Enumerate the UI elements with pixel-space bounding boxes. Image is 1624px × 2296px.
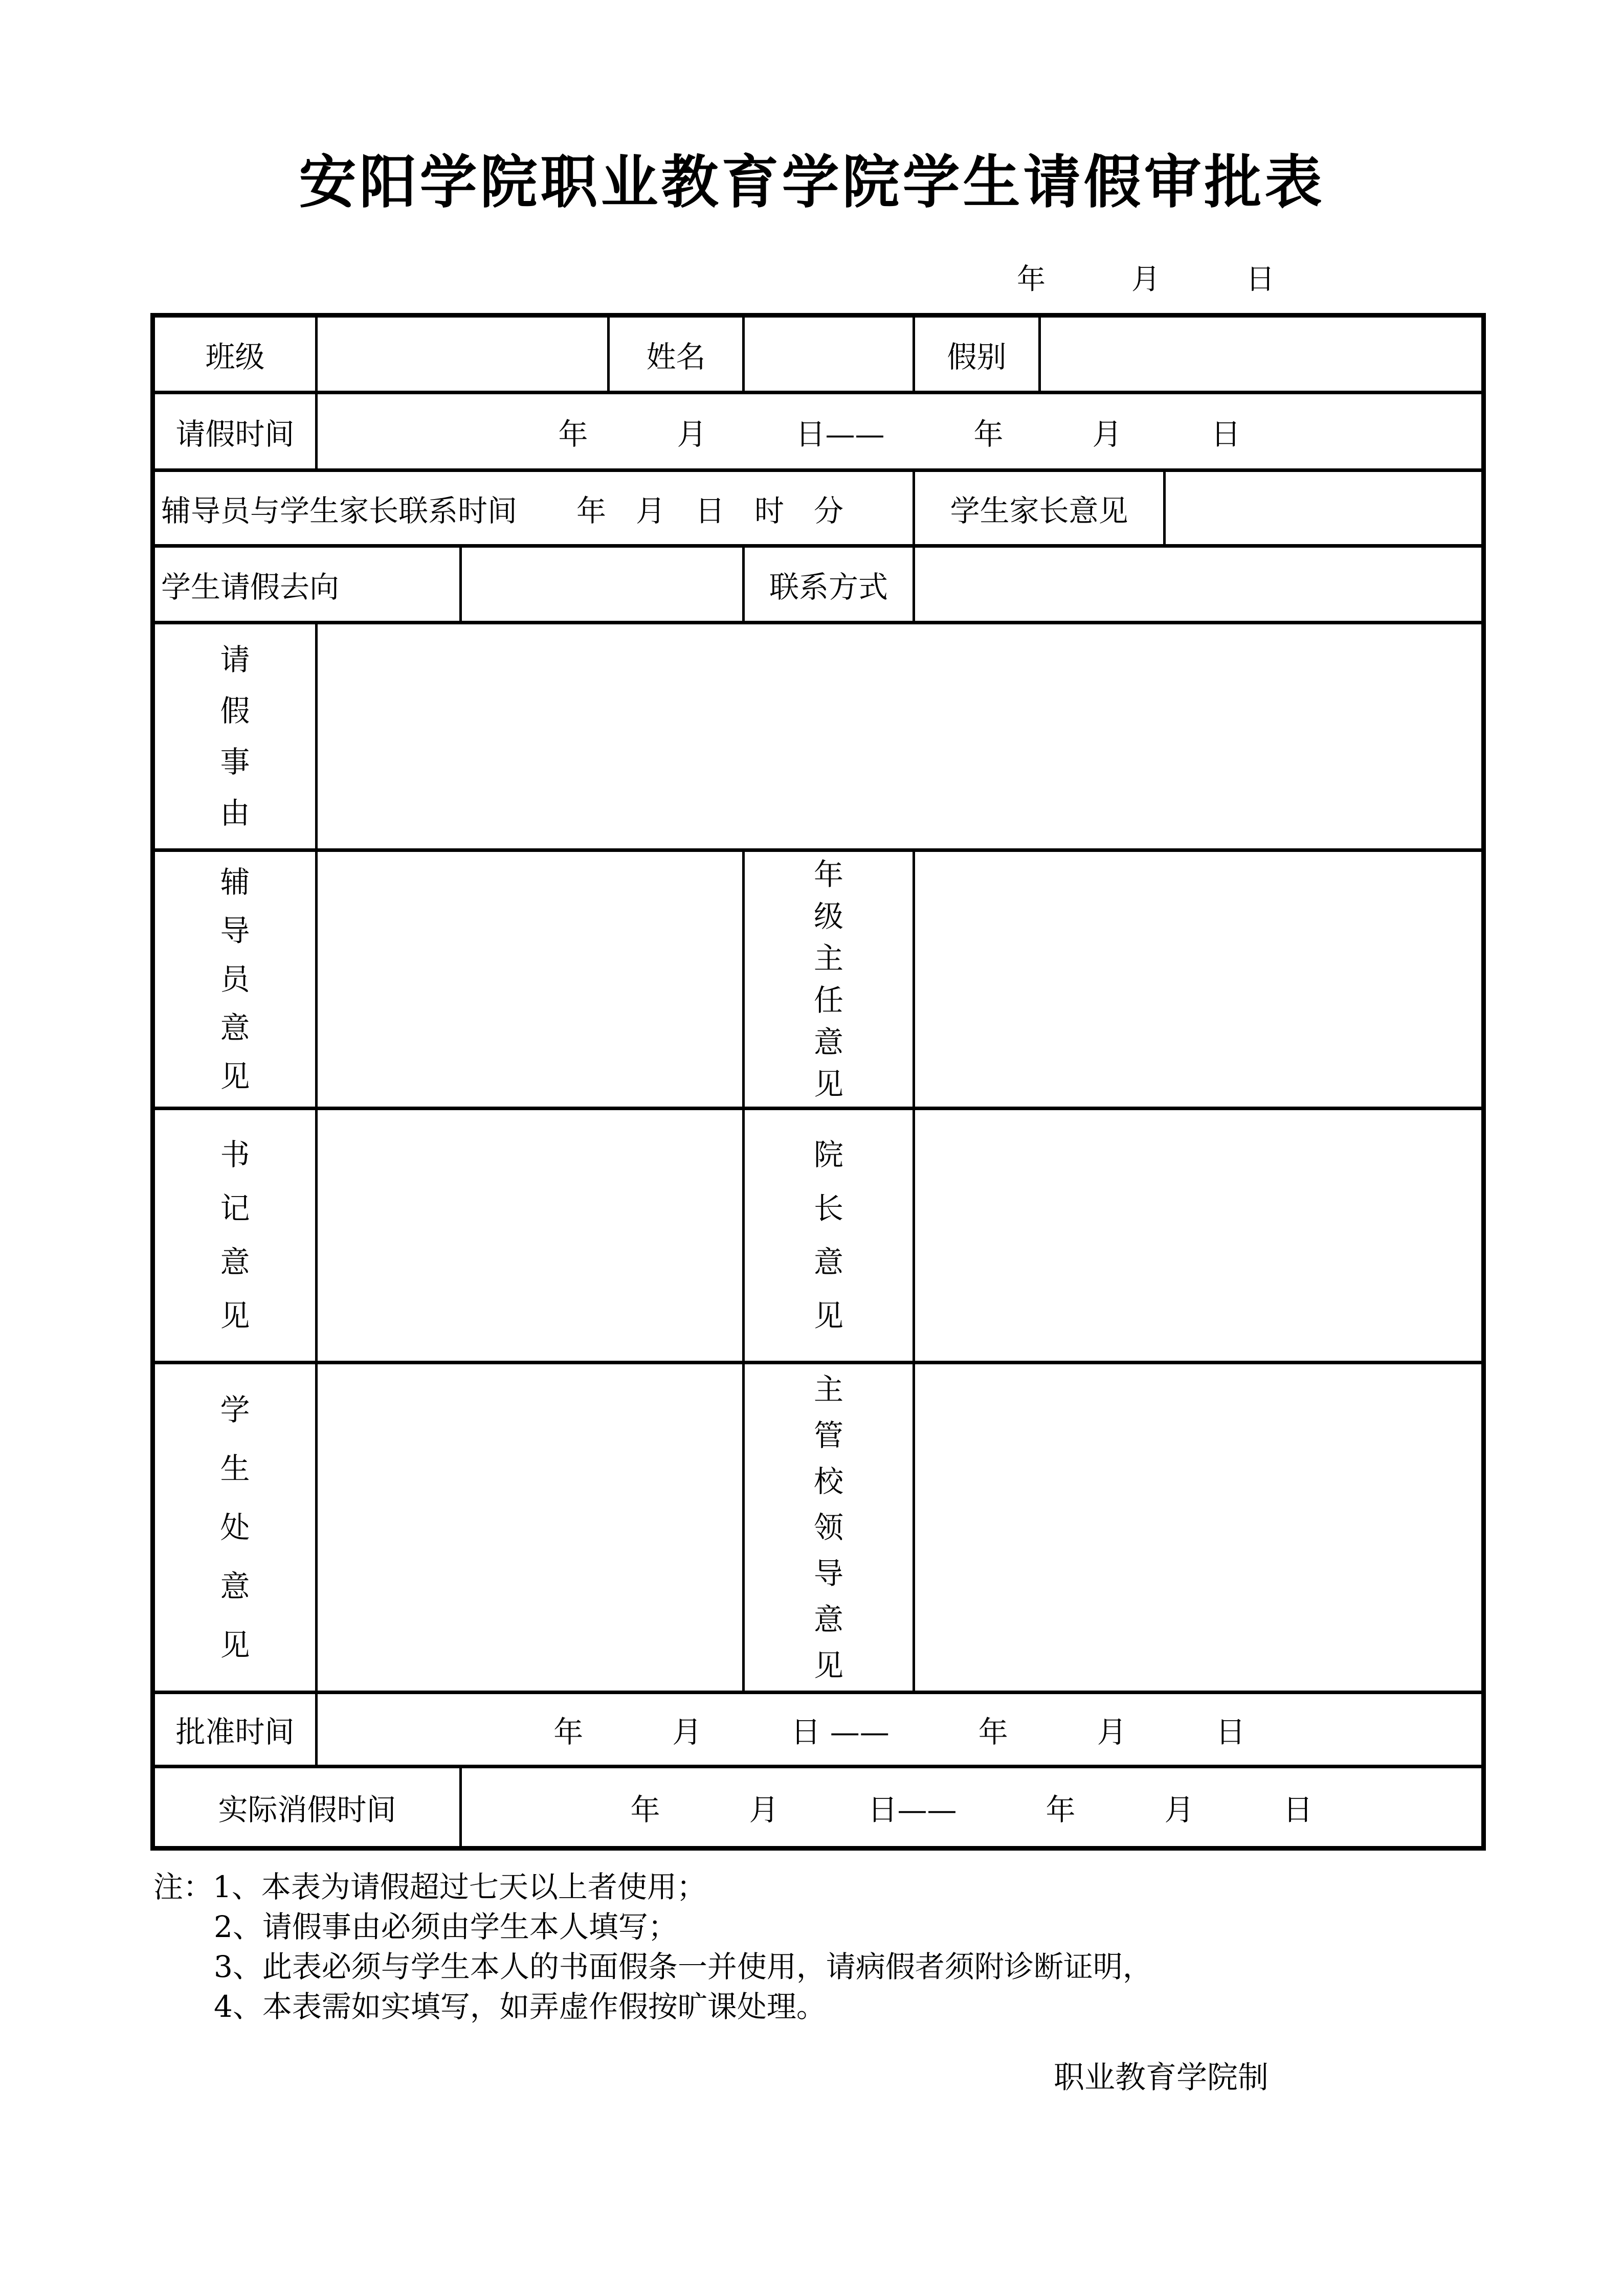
- student-affairs-opinion-label-text: 学生处意见: [220, 1392, 250, 1662]
- table-row-destination: [155, 548, 1481, 624]
- name-value-cell: [745, 318, 915, 391]
- table-row-actual-return-time: [155, 1768, 1481, 1846]
- secretary-opinion-label: [155, 1110, 318, 1361]
- class-label: 班级: [155, 318, 318, 391]
- school-leader-opinion-value-cell: [915, 1364, 1481, 1691]
- note-line-1: [153, 1870, 1624, 1905]
- note-line-3: 3、此表必须与学生本人的书面假条一并使用，请病假者须附诊断证明，: [214, 1949, 1152, 1985]
- dean-opinion-value-cell: [915, 1110, 1481, 1361]
- secretary-opinion-value-cell: [318, 1110, 745, 1361]
- actual-return-time-label: 实际消假时间: [155, 1768, 462, 1846]
- leave-destination-value-cell: [462, 548, 745, 621]
- leave-reason-label: [155, 624, 318, 848]
- parent-opinion-value-cell: [1166, 472, 1481, 544]
- school-leader-opinion-label: [745, 1364, 915, 1691]
- student-affairs-opinion-value-cell: [318, 1364, 745, 1691]
- approval-time-label: 批准时间: [155, 1694, 318, 1765]
- grade-director-opinion-label-text: 年级主任意见: [813, 857, 843, 1102]
- table-row-leave-reason: [155, 624, 1481, 852]
- table-row-leave-time: [155, 394, 1481, 472]
- note-item-1: 1、本表为请假超过七天以上者使用；: [213, 1870, 706, 1905]
- school-leader-opinion-label-text: 主管校领导意见: [813, 1372, 843, 1683]
- leave-destination-label: 学生请假去向: [155, 548, 462, 621]
- approval-time-value: 年 月 日 —— 年 月 日: [553, 1715, 1245, 1750]
- notes-section: [153, 1870, 1624, 2024]
- dean-opinion-label-text: 院长意见: [813, 1137, 843, 1334]
- counselor-contact-time-label: 辅导员与学生家长联系时间 年 月 日 时 分: [155, 472, 915, 544]
- leave-type-label: 假别: [915, 318, 1041, 391]
- table-row-parent-contact: [155, 472, 1481, 548]
- leave-reason-label-text: 请假事由: [220, 642, 250, 831]
- leave-reason-value-cell: [318, 624, 1481, 848]
- student-affairs-opinion-label: [155, 1364, 318, 1691]
- leave-time-label: 请假时间: [155, 394, 318, 468]
- contact-method-label: 联系方式: [745, 548, 915, 621]
- name-label: 姓名: [610, 318, 745, 391]
- counselor-opinion-label: [155, 852, 318, 1107]
- footer-issuer: 职业教育学院制: [1054, 2060, 1269, 2096]
- class-value-cell: [318, 318, 610, 391]
- date-line: 年 月 日: [1017, 263, 1275, 297]
- secretary-opinion-label-text: 书记意见: [220, 1137, 250, 1334]
- actual-return-time-value: 年 月 日—— 年 月 日: [630, 1792, 1313, 1828]
- leave-type-value-cell: [1041, 318, 1481, 391]
- note-prefix: 注：: [153, 1870, 213, 1905]
- table-row-counselor-opinion: [155, 852, 1481, 1110]
- parent-opinion-label: 学生家长意见: [915, 472, 1166, 544]
- leave-form-table: [150, 313, 1486, 1851]
- grade-director-opinion-value-cell: [915, 852, 1481, 1107]
- table-row-basic-info: [155, 318, 1481, 394]
- note-line-4: 4、本表需如实填写，如弄虚作假按旷课处理。: [214, 1989, 826, 2024]
- table-row-secretary-opinion: [155, 1110, 1481, 1364]
- table-row-approval-time: [155, 1694, 1481, 1768]
- dean-opinion-label: [745, 1110, 915, 1361]
- contact-method-value-cell: [915, 548, 1481, 621]
- counselor-opinion-label-text: 辅导员意见: [220, 864, 250, 1094]
- note-line-2: 2、请假事由必须由学生本人填写；: [214, 1909, 678, 1945]
- counselor-opinion-value-cell: [318, 852, 745, 1107]
- page-title: 安阳学院职业教育学院学生请假审批表: [299, 149, 1325, 216]
- leave-time-value: 年 月 日—— 年 月 日: [558, 416, 1241, 452]
- grade-director-opinion-label: [745, 852, 915, 1107]
- table-row-student-affairs-opinion: [155, 1364, 1481, 1694]
